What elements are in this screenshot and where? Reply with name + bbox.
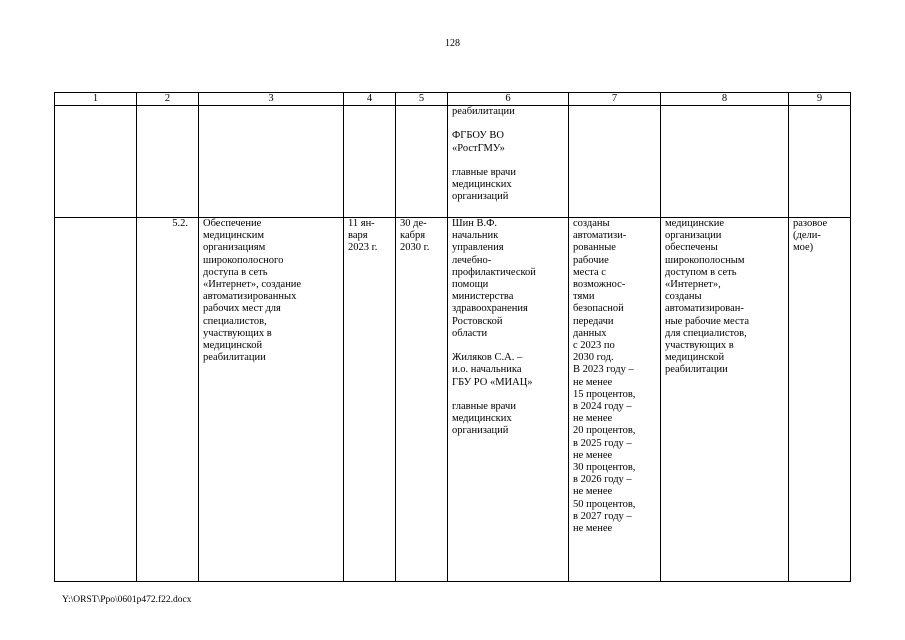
table-cell: [344, 106, 396, 218]
column-header: 8: [661, 93, 789, 106]
text-line: участвующих в: [665, 340, 734, 352]
text-line: и.о. начальника: [452, 364, 522, 376]
text-line: рабочие: [573, 254, 609, 266]
text-line: медицинским: [203, 230, 265, 242]
text-line: созданы: [573, 218, 610, 229]
text-line: не менее: [573, 449, 613, 461]
text-line: «Интернет», создание: [203, 279, 302, 291]
table-cell: [199, 106, 344, 218]
text-line: Шин В.Ф.: [452, 218, 498, 229]
table-cell: [55, 218, 137, 582]
column-number-row: [55, 93, 851, 106]
text-line: ные рабочие места: [665, 315, 749, 327]
start-date-cell: [344, 218, 396, 582]
text-line: специалистов,: [203, 315, 267, 327]
text-line: широкополосным: [665, 254, 745, 266]
table-cell: [661, 106, 789, 218]
text-line: кабря: [400, 230, 426, 242]
text-line: здравоохранения: [452, 303, 528, 315]
text-line: созданы: [665, 291, 702, 303]
text-line: управления: [452, 242, 504, 254]
table-cell: [55, 106, 137, 218]
responsible-cell: [448, 106, 569, 218]
text-line: 50 процентов,: [573, 498, 636, 510]
text-line: начальник: [452, 230, 499, 242]
text-line: в 2026 году –: [573, 474, 632, 486]
column-header: 6: [448, 93, 569, 106]
text-line: организациям: [203, 242, 266, 254]
text-line: Жиляков С.А. –: [452, 352, 523, 364]
text-line: главные врачи: [452, 401, 516, 413]
text-line: медицинской: [203, 340, 263, 352]
text-line: реабилитации: [203, 352, 266, 364]
text-line: участвующих в: [203, 327, 272, 339]
item-number: 5.2.: [137, 218, 199, 582]
text-line: «Интернет»,: [665, 279, 721, 291]
text-line: в 2024 году –: [573, 401, 632, 413]
text-line: для специалистов,: [665, 327, 747, 339]
text-line: медицинские: [665, 218, 725, 229]
text-line: доступом в сеть: [665, 266, 737, 278]
text-line: в 2027 году –: [573, 510, 632, 522]
responsible-block: [452, 401, 564, 438]
text-line: не менее: [573, 523, 613, 535]
text-line: автоматизированных: [203, 291, 297, 303]
text-line: доступа в сеть: [203, 266, 268, 278]
text-line: разовое: [793, 218, 828, 229]
text-line: тями: [573, 291, 595, 303]
text-line: министерства: [452, 291, 514, 303]
table-cell: [569, 106, 661, 218]
text-line: области: [452, 327, 488, 339]
responsible-cell: [448, 218, 569, 582]
outcome-cell: [661, 218, 789, 582]
column-header: 5: [396, 93, 448, 106]
text-line: с 2023 по: [573, 340, 615, 352]
text-line: данных: [573, 327, 607, 339]
text-line: мое): [793, 242, 814, 254]
responsible-block: [452, 218, 564, 340]
text-line: не менее: [573, 486, 613, 498]
text-line: организаций: [452, 425, 509, 437]
text-line: широкополосного: [203, 254, 284, 266]
text-line: автоматизи-: [573, 230, 627, 242]
text-line: в 2025 году –: [573, 437, 632, 449]
table-row: [55, 218, 851, 582]
text-line: 2030 год.: [573, 352, 614, 364]
text-line: не менее: [573, 376, 613, 388]
text-line: медицинских: [452, 413, 512, 425]
text-line: медицинской: [665, 352, 725, 364]
text-line: передачи: [573, 315, 614, 327]
text-line: 2030 г.: [400, 242, 430, 254]
text-line: не менее: [573, 413, 613, 425]
text-line: медицинских: [452, 179, 512, 191]
main-table: [54, 92, 851, 582]
responsible-block: [452, 352, 564, 389]
text-line: обеспечены: [665, 242, 718, 254]
column-header: 7: [569, 93, 661, 106]
text-line: реабилитации: [452, 106, 515, 117]
text-line: Обеспечение: [203, 218, 262, 229]
text-line: (дели-: [793, 230, 821, 242]
text-line: лечебно-: [452, 254, 492, 266]
text-line: возможнос-: [573, 279, 626, 291]
result-cell: [569, 218, 661, 582]
text-line: В 2023 году –: [573, 364, 634, 376]
text-line: 30 де-: [400, 218, 427, 229]
text-line: главные врачи: [452, 166, 516, 178]
text-line: помощи: [452, 279, 489, 291]
text-line: рованные: [573, 242, 616, 254]
column-header: 2: [137, 93, 199, 106]
text-line: 11 ян-: [348, 218, 375, 229]
column-header: 9: [789, 93, 851, 106]
footer-file-path: Y:\ORST\Ppo\0601p472.f22.docx: [62, 595, 192, 605]
text-line: ФГБОУ ВО: [452, 130, 504, 142]
text-line: организации: [665, 230, 722, 242]
text-line: 15 процентов,: [573, 388, 636, 400]
measure-cell: [199, 218, 344, 582]
text-line: ГБУ РО «МИАЦ»: [452, 376, 533, 388]
column-header: 1: [55, 93, 137, 106]
text-line: Ростовской: [452, 315, 503, 327]
text-line: автоматизирован-: [665, 303, 744, 315]
text-line: 2023 г.: [348, 242, 378, 254]
text-line: места с: [573, 266, 606, 278]
type-cell: [789, 218, 851, 582]
end-date-cell: [396, 218, 448, 582]
table-cell: [396, 106, 448, 218]
text-line: 30 процентов,: [573, 462, 636, 474]
text-line: организаций: [452, 191, 509, 203]
page-number: 128: [445, 38, 460, 49]
column-header: 4: [344, 93, 396, 106]
text-line: варя: [348, 230, 368, 242]
table-cell: [789, 106, 851, 218]
text-line: рабочих мест для: [203, 303, 281, 315]
text-line: профилактической: [452, 266, 536, 278]
text-line: 20 процентов,: [573, 425, 636, 437]
table-row: [55, 106, 851, 218]
column-header: 3: [199, 93, 344, 106]
text-line: безопасной: [573, 303, 624, 315]
text-line: «РостГМУ»: [452, 142, 505, 154]
table-cell: [137, 106, 199, 218]
text-line: реабилитации: [665, 364, 728, 376]
